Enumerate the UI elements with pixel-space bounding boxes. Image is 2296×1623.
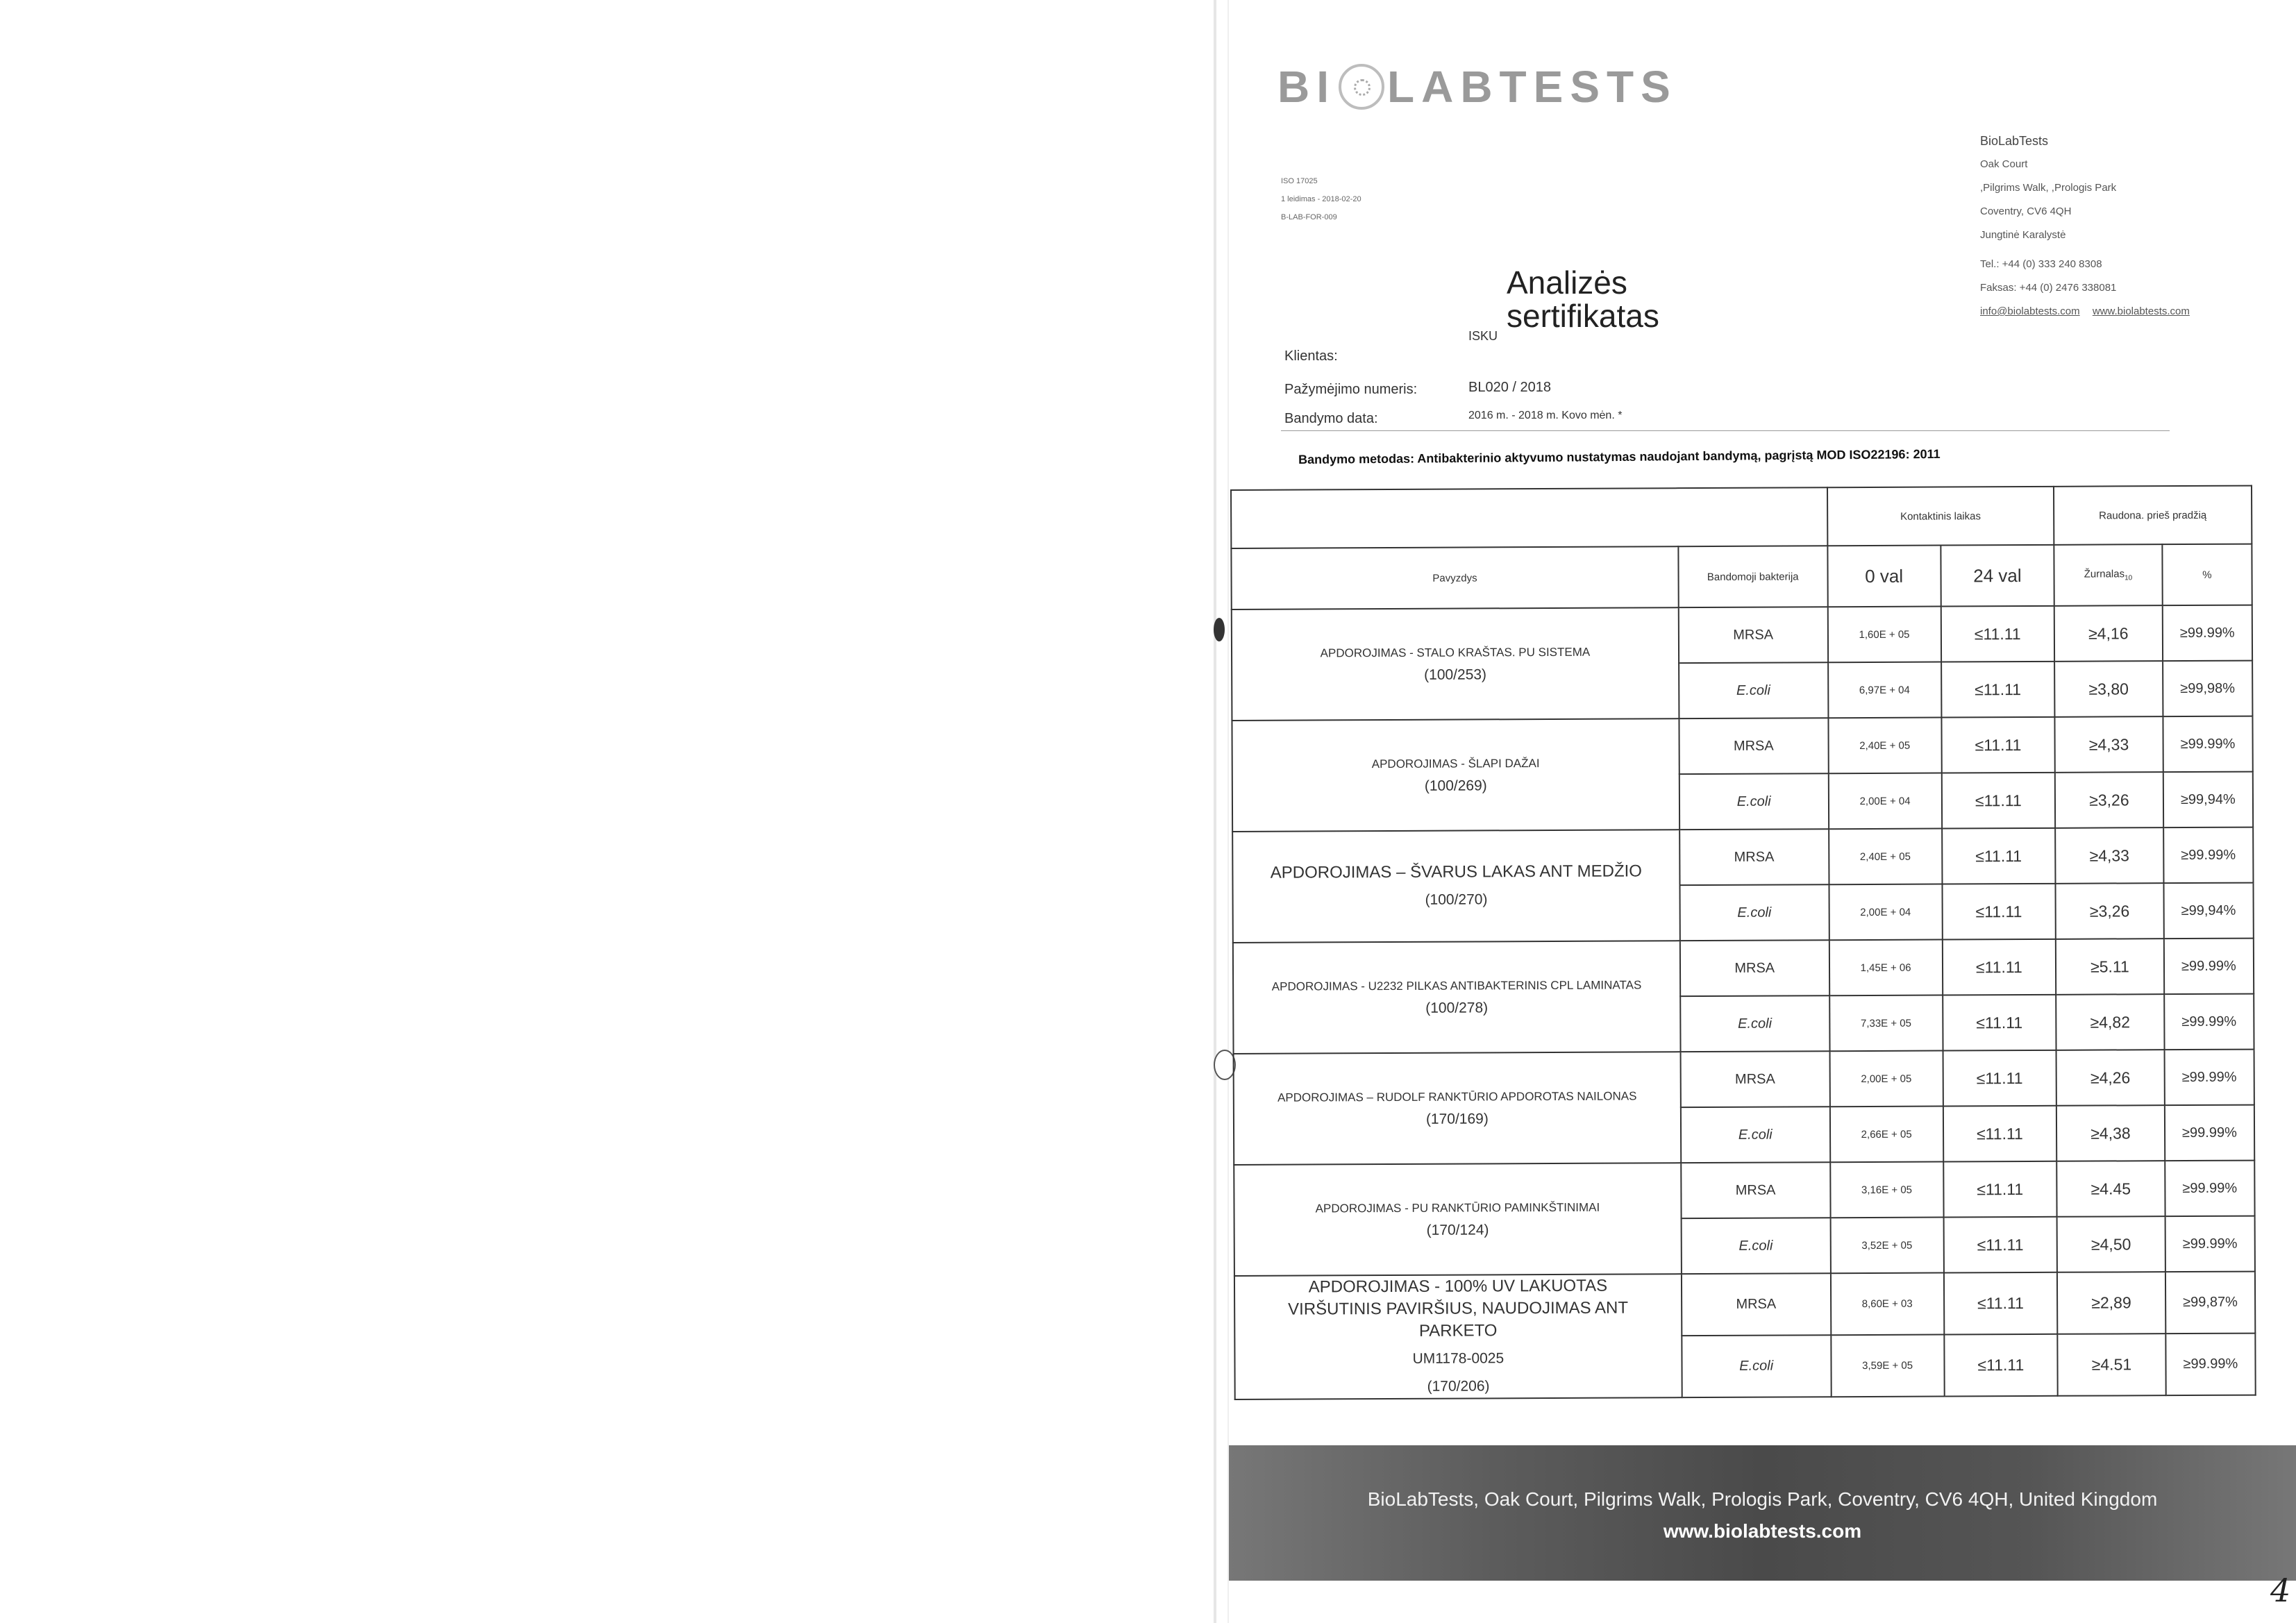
count-0h-cell: 1,45E + 06 — [1829, 940, 1942, 996]
table-row — [1234, 1272, 2255, 1338]
count-0h-cell: 2,66E + 05 — [1829, 1107, 1943, 1163]
bacteria-cell: E.coli — [1682, 1335, 1831, 1397]
sample-name: APDOROJIMAS - ŠLAPI DAŽAI — [1371, 757, 1540, 771]
count-24h-cell: ≤11.11 — [1943, 995, 2056, 1051]
count-24h-cell: ≤11.11 — [1941, 773, 2055, 829]
log-reduction-cell: ≥4.51 — [2057, 1334, 2165, 1396]
log-reduction-cell: ≥4.45 — [2056, 1161, 2165, 1217]
count-24h-cell: ≤11.11 — [1943, 1217, 2057, 1273]
sample-code: (170/206) — [1427, 1378, 1490, 1395]
header-sample: Pavyzdys — [1231, 546, 1678, 609]
bacteria-cell: MRSA — [1680, 1051, 1829, 1107]
sample-code: (100/270) — [1425, 891, 1488, 908]
iso-block — [1281, 172, 1361, 226]
table-row — [1234, 1050, 2254, 1109]
table-row — [1232, 716, 2252, 776]
count-24h-cell: ≤11.11 — [1942, 884, 2056, 940]
log-reduction-cell: ≥4,50 — [2057, 1216, 2165, 1272]
header-0h: 0 val — [1827, 546, 1941, 607]
table-row — [1232, 605, 2252, 665]
sample-name: APDOROJIMAS - PU RANKTŪRIO PAMINKŠTINIMAI — [1315, 1200, 1600, 1216]
company-address-line: Jungtinė Karalystė — [1980, 229, 2066, 241]
log-reduction-cell: ≥3,26 — [2056, 883, 2164, 939]
bacteria-cell: E.coli — [1681, 1218, 1830, 1274]
log-reduction-cell: ≥4,16 — [2054, 605, 2163, 662]
bacteria-cell: E.coli — [1681, 1107, 1830, 1163]
count-24h-cell: ≤11.11 — [1941, 606, 2054, 662]
company-address-line: Oak Court — [1980, 158, 2028, 170]
count-0h-cell: 2,40E + 05 — [1828, 718, 1941, 774]
percent-reduction-cell: ≥99.99% — [2162, 605, 2252, 662]
company-address-line: Coventry, CV6 4QH — [1980, 205, 2072, 217]
percent-reduction-cell: ≥99.99% — [2164, 994, 2254, 1050]
test-method: Bandymo metodas: Antibakterinio aktyvumo nustatymas naudojant bandymą, pagrįstą MOD ISO22196: 2011 — [1298, 446, 1941, 467]
log-reduction-cell: ≥4,38 — [2056, 1105, 2165, 1161]
test-date-value: 2016 m. - 2018 m. Kovo mėn. * — [1468, 410, 1623, 421]
punch-hole — [1214, 618, 1225, 641]
iso-standard: ISO 17025 — [1281, 177, 1318, 185]
sample-cell — [1234, 1052, 1682, 1165]
company-contact-block — [1980, 129, 2199, 323]
iso-edition: 1 leidimas - 2018-02-20 — [1281, 195, 1361, 203]
percent-reduction-cell: ≥99.99% — [2165, 1161, 2255, 1217]
count-0h-cell: 2,00E + 04 — [1829, 884, 1942, 941]
count-24h-cell: ≤11.11 — [1941, 717, 2055, 773]
header-blank-cell — [1231, 487, 1827, 548]
company-email-link[interactable]: info@biolabtests.com — [1980, 305, 2080, 317]
bacteria-cell: E.coli — [1680, 995, 1829, 1052]
bacteria-cell: MRSA — [1681, 1162, 1830, 1218]
percent-reduction-cell: ≥99,94% — [2163, 772, 2254, 828]
count-0h-cell: 2,40E + 05 — [1829, 829, 1942, 885]
percent-reduction-cell: ≥99.99% — [2165, 1334, 2256, 1396]
log-reduction-cell: ≥3,26 — [2055, 772, 2163, 828]
header-log-subscript: 10 — [2125, 574, 2133, 582]
count-24h-cell: ≤11.11 — [1943, 1106, 2056, 1162]
header-reduction: Raudona. prieš pradžią — [2054, 486, 2252, 545]
results-table — [1230, 485, 2256, 1400]
company-website-link[interactable]: www.biolabtests.com — [2092, 305, 2190, 317]
log-reduction-cell: ≥3,80 — [2054, 661, 2163, 717]
count-24h-cell: ≤11.11 — [1942, 828, 2056, 884]
log-reduction-cell: ≥4,33 — [2055, 827, 2163, 884]
header-percent: % — [2162, 544, 2252, 606]
handwritten-page-number: 4 — [2270, 1572, 2291, 1609]
page-divider — [1214, 0, 1216, 1623]
count-0h-cell: 3,52E + 05 — [1830, 1218, 1943, 1274]
percent-reduction-cell: ≥99.99% — [2163, 716, 2253, 773]
percent-reduction-cell: ≥99.99% — [2164, 939, 2254, 995]
percent-reduction-cell: ≥99.99% — [2165, 1105, 2255, 1161]
iso-form-code: B-LAB-FOR-009 — [1281, 213, 1337, 221]
table-header-row — [1231, 486, 2252, 548]
bacteria-cell: MRSA — [1680, 940, 1829, 996]
sample-name: APDOROJIMAS - STALO KRAŠTAS. PU SISTEMA — [1320, 645, 1591, 660]
company-phone: Tel.: +44 (0) 333 240 8308 — [1980, 258, 2102, 270]
bacteria-cell: MRSA — [1679, 829, 1829, 885]
company-address-line: ,Pilgrims Walk, ,Prologis Park — [1980, 182, 2117, 194]
table-header-row — [1231, 544, 2252, 609]
percent-reduction-cell: ≥99.99% — [2164, 1050, 2254, 1106]
sample-name: APDOROJIMAS - U2232 PILKAS ANTIBAKTERINIS CPL LAMINATAS — [1271, 978, 1642, 993]
count-0h-cell: 6,97E + 04 — [1828, 662, 1941, 718]
sample-code: UM1178-0025 — [1412, 1350, 1505, 1367]
sample-name: APDOROJIMAS - 100% UV LAKUOTAS VIRŠUTINIS PAVIRŠIUS, NAUDOJIMAS ANT PARKETO — [1288, 1276, 1629, 1340]
footer-website-link[interactable]: www.biolabtests.com — [1663, 1520, 1862, 1542]
log-reduction-cell: ≥5.11 — [2056, 939, 2164, 995]
log-reduction-cell: ≥4,33 — [2055, 716, 2163, 773]
log-reduction-cell: ≥4,82 — [2056, 994, 2164, 1050]
count-24h-cell: ≤11.11 — [1941, 662, 2055, 718]
company-name: BioLabTests — [1980, 134, 2049, 148]
certificate-title-line2: sertifikatas — [1507, 298, 1659, 334]
log-reduction-cell: ≥4,26 — [2056, 1050, 2165, 1106]
sample-cell — [1233, 941, 1681, 1054]
bacteria-cell: MRSA — [1682, 1273, 1831, 1336]
bacteria-cell: E.coli — [1679, 884, 1829, 941]
count-0h-cell: 3,59E + 05 — [1831, 1335, 1944, 1397]
test-date-label: Bandymo data: — [1284, 411, 1378, 426]
percent-reduction-cell: ≥99,98% — [2163, 661, 2253, 717]
page-divider-shadow — [1227, 0, 1229, 1623]
count-24h-cell: ≤11.11 — [1943, 1050, 2056, 1107]
sample-name: APDOROJIMAS – ŠVARUS LAKAS ANT MEDŽIO — [1270, 861, 1642, 882]
percent-reduction-cell: ≥99,87% — [2165, 1272, 2256, 1334]
header-bacteria: Bandomoji bakterija — [1678, 546, 1827, 607]
bacteria-cell: E.coli — [1679, 662, 1828, 718]
percent-reduction-cell: ≥99,94% — [2163, 883, 2254, 939]
sample-code: (170/124) — [1426, 1222, 1489, 1238]
table-row — [1233, 939, 2254, 998]
certificate-title-line1: Analizės — [1507, 264, 1627, 301]
count-0h-cell: 2,00E + 05 — [1829, 1051, 1943, 1107]
logo-text-left: BI — [1277, 62, 1336, 112]
bacteria-cell: MRSA — [1679, 718, 1828, 774]
bacteria-cell: E.coli — [1679, 773, 1829, 830]
sample-cell — [1234, 1274, 1682, 1399]
logo-circle-icon — [1339, 64, 1384, 110]
count-0h-cell: 8,60E + 03 — [1830, 1273, 1943, 1336]
table-row — [1234, 1161, 2254, 1220]
biolabtests-logo — [1277, 61, 1677, 112]
footer-band — [1229, 1445, 2296, 1581]
header-contact-time: Kontaktinis laikas — [1827, 487, 2054, 546]
logo-text-right: LABTESTS — [1387, 62, 1677, 112]
count-0h-cell: 7,33E + 05 — [1829, 995, 1943, 1052]
sample-code: (170/169) — [1425, 1111, 1489, 1127]
percent-reduction-cell: ≥99.99% — [2165, 1216, 2255, 1272]
divider-line — [1281, 430, 2170, 431]
count-24h-cell: ≤11.11 — [1943, 1161, 2057, 1218]
bacteria-cell: MRSA — [1679, 607, 1828, 663]
percent-reduction-cell: ≥99.99% — [2163, 827, 2254, 884]
company-fax: Faksas: +44 (0) 2476 338081 — [1980, 282, 2117, 294]
footer-address: BioLabTests, Oak Court, Pilgrims Walk, Prologis Park, Coventry, CV6 4QH, United Kingdom — [1367, 1488, 2158, 1510]
header-log — [2054, 544, 2162, 606]
count-24h-cell: ≤11.11 — [1944, 1272, 2058, 1335]
certificate-number-value: BL020 / 2018 — [1468, 380, 1551, 395]
sample-code: (100/278) — [1425, 1000, 1489, 1016]
log-reduction-cell: ≥2,89 — [2057, 1272, 2165, 1334]
sample-cell — [1232, 830, 1680, 943]
client-label: Klientas: — [1284, 348, 1338, 364]
certificate-number-label: Pažymėjimo numeris: — [1284, 382, 1418, 397]
sample-cell — [1232, 718, 1679, 832]
header-log-label: Žurnalas — [2084, 568, 2125, 580]
header-24h: 24 val — [1941, 545, 2054, 607]
sample-name: APDOROJIMAS – RUDOLF RANKTŪRIO APDOROTAS NAILONAS — [1277, 1089, 1637, 1104]
sample-cell — [1232, 607, 1679, 721]
count-0h-cell: 3,16E + 05 — [1830, 1162, 1943, 1218]
certificate-title-prefix: ISKU — [1468, 329, 1498, 343]
sample-code: (100/253) — [1424, 666, 1487, 683]
count-0h-cell: 1,60E + 05 — [1827, 607, 1941, 663]
count-24h-cell: ≤11.11 — [1944, 1334, 2058, 1397]
sample-cell — [1234, 1163, 1682, 1276]
table-row — [1232, 827, 2253, 887]
sample-code: (100/269) — [1424, 777, 1487, 794]
count-0h-cell: 2,00E + 04 — [1828, 773, 1941, 830]
count-24h-cell: ≤11.11 — [1942, 939, 2056, 995]
